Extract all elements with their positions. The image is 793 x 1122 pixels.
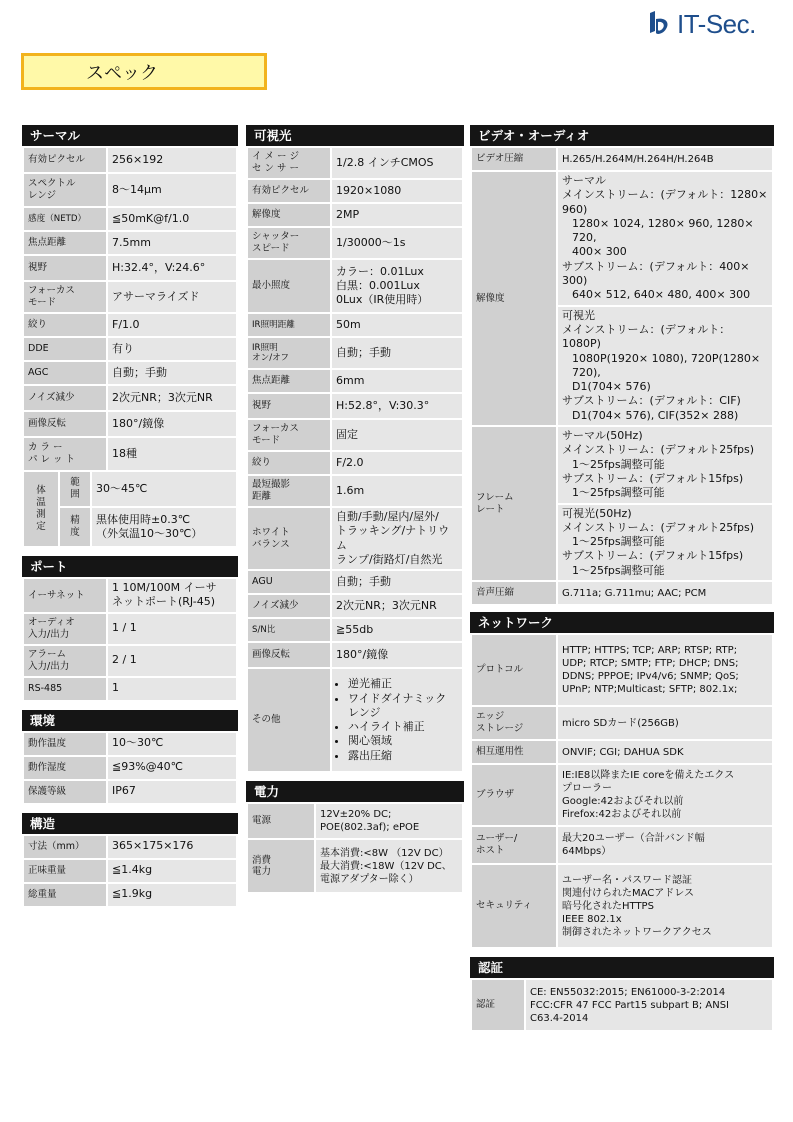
spec-row [23,613,237,645]
spec-row [23,207,237,231]
section-thermal: サーマル [22,125,238,146]
it-sec-logo [644,8,764,40]
spec-row [247,369,463,393]
spec-line: サブストリーム：(デフォルト15fps) [562,471,744,485]
other-feature-item: • 関心領域 [348,734,458,748]
spec-label: 保護等級 [23,780,107,804]
spec-value: 256×192 [107,147,237,173]
spec-line: 1080P(1920× 1080), 720P(1280× 720), [572,351,761,379]
section-port: ポート [22,556,238,577]
spec-row [23,173,237,207]
spec-line: メインストリーム：(デフォルト：1080P) [562,322,731,351]
spec-row [247,179,463,203]
spec-value: 180°/鏡像 [331,642,463,668]
other-table [246,667,464,773]
spec-label: オーディオ 入力/出力 [23,613,107,645]
spec-label: 動作湿度 [23,756,107,780]
audio-compression-label: 音声圧縮 [471,581,557,605]
spec-label: 絞り [23,313,107,337]
spec-value: IE:IE8以降またIE coreを備えたエクス プローラー Google:42およびそれ以前 Firefox:42およびそれ以前 [557,764,773,826]
visible-table [246,146,464,669]
other-label: その他 [247,668,331,772]
audio-compression-value: G.711a; G.711mu; AAC; PCM [557,581,773,605]
spec-value: 最大20ユーザー（合計バンド幅 64Mbps） [557,826,773,864]
spec-label: カ ラ ー パ レ ッ ト [23,437,107,471]
spec-label: 視野 [23,255,107,281]
spec-line: 1〜25fps調整可能 [572,457,665,471]
spec-value: F/2.0 [331,451,463,475]
spec-value: ≦1.4kg [107,859,237,883]
resolution-label: 解像度 [471,171,557,426]
spec-label: DDE [23,337,107,361]
spec-value: ≦50mK@f/1.0 [107,207,237,231]
spec-value: ≧55db [331,618,463,642]
spec-value: 2MP [331,203,463,227]
spec-label: 動作温度 [23,732,107,756]
spec-value: 1920×1080 [331,179,463,203]
spec-label: 最小照度 [247,259,331,313]
spec-row [471,979,773,1031]
structure-table [22,834,238,908]
other-feature-item: • 露出圧縮 [348,749,458,763]
spec-line: サブストリーム：(デフォルト15fps) [562,549,744,563]
spec-value: 1 [107,677,237,701]
spec-label: 有効ピクセル [23,147,107,173]
spec-row [247,839,463,893]
spec-line: メインストリーム：(デフォルト25fps) [562,443,755,457]
video-table [470,146,774,606]
spec-row [23,883,237,907]
spec-value: IP67 [107,780,237,804]
spec-line: メインストリーム：(デフォルト：1280× 960) [562,188,768,216]
spec-line: 1〜25fps調整可能 [572,535,665,549]
spec-line: 1〜25fps調整可能 [572,563,665,577]
spec-value: 12V±20% DC; POE(802.3af); ePOE [315,803,463,839]
spec-label: 寸法（mm） [23,835,107,859]
spec-label: S/N比 [247,618,331,642]
spec-row [247,803,463,839]
spec-line: メインストリーム：(デフォルト25fps) [562,520,755,534]
temp-accuracy-value: 黒体使用時±0.3℃ （外気温10〜30℃） [91,507,237,547]
spec-label: シャッター スピード [247,227,331,259]
spec-row [247,451,463,475]
brand-icon [644,9,674,39]
other-features-list [336,677,458,763]
spec-value: 10〜30℃ [107,732,237,756]
temp-accuracy-label: 精 度 [59,507,91,547]
spec-row [247,618,463,642]
spec-label: 有効ピクセル [247,179,331,203]
spec-value: 1 / 1 [107,613,237,645]
spec-value: アサーマライズド [107,281,237,313]
spec-label: ホワイト バランス [247,507,331,570]
spec-row [471,706,773,740]
spec-value: 有り [107,337,237,361]
other-feature-item: • ハイライト補正 [348,720,458,734]
spec-value: 6mm [331,369,463,393]
spec-label: ノイズ減少 [247,594,331,618]
spec-row [23,677,237,701]
spec-row [247,313,463,337]
temp-range-value: 30〜45℃ [91,471,237,507]
spec-value: 固定 [331,419,463,451]
spec-row [471,864,773,948]
spec-label: イーサネット [23,578,107,613]
spec-row [471,826,773,864]
spec-value: 基本消費:<8W （12V DC） 最大消費:<18W（12V DC、 電源アダプター除く） [315,839,463,893]
spec-label: 焦点距離 [23,231,107,255]
spec-row [23,231,237,255]
spec-label: AGC [23,361,107,385]
spec-row [23,780,237,804]
temp-range-label: 範 囲 [59,471,91,507]
spec-label: 画像反転 [23,411,107,437]
spec-row [247,642,463,668]
spec-line: サーマル [562,174,606,187]
spec-label: 絞り [247,451,331,475]
spec-label: 総重量 [23,883,107,907]
spec-value: H:32.4°，V:24.6° [107,255,237,281]
spec-value: 180°/鏡像 [107,411,237,437]
spec-line: 1〜25fps調整可能 [572,486,665,500]
spec-label: フォーカス モード [23,281,107,313]
resolution-thermal [557,171,773,306]
spec-label: 消費 電力 [247,839,315,893]
spec-label: RS-485 [23,677,107,701]
spec-label: イ メ ー ジ セ ン サ ー [247,147,331,179]
spec-row [23,147,237,173]
spec-row [247,147,463,179]
spec-label: フォーカス モード [247,419,331,451]
spec-row [471,740,773,764]
spec-value: 自動/手動/屋内/屋外/ トラッキング/ナトリウム ランプ/街路灯/自然光 [331,507,463,570]
spec-value: 50m [331,313,463,337]
spec-row [247,475,463,507]
spec-line: 640× 512, 640× 480, 400× 300 [572,288,751,302]
power-table [246,802,464,894]
spec-row [247,507,463,570]
spec-row [247,393,463,419]
spec-label: ユーザー/ ホスト [471,826,557,864]
spec-value: 自動；手動 [331,337,463,369]
spec-value: 1/30000〜1s [331,227,463,259]
spec-label: セキュリティ [471,864,557,948]
spec-value: 1/2.8 インチCMOS [331,147,463,179]
spec-line: D1(704× 576) [572,380,651,394]
section-certification: 認証 [470,957,774,978]
spec-row [471,634,773,706]
spec-value: 365×175×176 [107,835,237,859]
spec-label: 正味重量 [23,859,107,883]
spec-line: 可視光 [562,308,595,322]
temperature-table [22,470,238,548]
spec-row [23,281,237,313]
spec-line: サブストリーム：(デフォルト：400× 300) [562,259,750,288]
thermal-table [22,146,238,472]
spec-row [23,385,237,411]
other-feature-item: • ワイドダイナミック レンジ [348,692,458,721]
section-visible: 可視光 [246,125,464,146]
spec-value: HTTP; HTTPS; TCP; ARP; RTSP; RTP; UDP; RTCP; SMTP; FTP; DHCP; DNS; DDNS; PPPOE; IPv4/v6; SNMP; QoS; UPnP; NTP;Multicast; SFTP; 802.1x; [557,634,773,706]
spec-value: 1 10M/100M イーサ ネットポート(RJ-45) [107,578,237,613]
spec-line: 400× 300 [572,245,627,259]
spec-label: プロトコル [471,634,557,706]
framerate-visible [557,504,773,581]
spec-row [23,361,237,385]
spec-value: 1.6m [331,475,463,507]
spec-value: カラー：0.01Lux 白黒：0.001Lux 0Lux（IR使用時） [331,259,463,313]
network-table [470,633,774,949]
resolution-visible [557,306,773,426]
spec-label: アラーム 入力/出力 [23,645,107,677]
spec-value: 8〜14μm [107,173,237,207]
section-power: 電力 [246,781,464,802]
spec-value: ONVIF; CGI; DAHUA SDK [557,740,773,764]
spec-value: micro SDカード(256GB) [557,706,773,740]
spec-value: CE: EN55032:2015; EN61000-3-2:2014 FCC:CFR 47 FCC Part15 subpart B; ANSI C63.4-2014 [525,979,773,1031]
page-title: スペック [21,53,267,90]
video-compression-label: ビデオ圧縮 [471,147,557,171]
framerate-label: フレーム レート [471,426,557,581]
spec-row [23,437,237,471]
spec-value: ユーザー名・パスワード認証 関連付けられたMACアドレス 暗号化されたHTTPS IEEE 802.1x 制御されたネットワークアクセス [557,864,773,948]
certification-table [470,978,774,1032]
spec-value: 自動；手動 [331,570,463,594]
environment-table [22,731,238,805]
spec-label: 感度（NETD） [23,207,107,231]
spec-label: IR照明 オン/オフ [247,337,331,369]
spec-line: 可視光(50Hz) [562,506,632,520]
spec-label: 解像度 [247,203,331,227]
spec-value: 2 / 1 [107,645,237,677]
spec-row [247,570,463,594]
spec-label: ノイズ減少 [23,385,107,411]
spec-value: 18種 [107,437,237,471]
port-table [22,577,238,702]
spec-label: 画像反転 [247,642,331,668]
spec-line: サブストリーム：(デフォルト：CIF) [562,394,741,408]
spec-row [247,337,463,369]
spec-label: IR照明距離 [247,313,331,337]
temp-group-label: 体 温 測 定 [23,471,59,547]
video-compression-value: H.265/H.264M/H.264H/H.264B [557,147,773,171]
spec-row [23,732,237,756]
spec-row [23,645,237,677]
spec-row [23,313,237,337]
spec-label: 電源 [247,803,315,839]
brand-name: IT-Sec. [677,8,756,39]
spec-value: ≦1.9kg [107,883,237,907]
spec-value: 2次元NR；3次元NR [331,594,463,618]
spec-row [247,227,463,259]
spec-label: 相互運用性 [471,740,557,764]
spec-line: 1280× 1024, 1280× 960, 1280× 720, [572,216,754,245]
spec-line: サーマル(50Hz) [562,429,643,443]
spec-value: 自動；手動 [107,361,237,385]
spec-value: 7.5mm [107,231,237,255]
spec-label: スペクトル レンジ [23,173,107,207]
framerate-thermal [557,426,773,503]
spec-label: AGU [247,570,331,594]
spec-row [23,255,237,281]
spec-row [23,337,237,361]
spec-row [23,756,237,780]
spec-label: 視野 [247,393,331,419]
spec-row [471,764,773,826]
spec-value: F/1.0 [107,313,237,337]
spec-row [23,835,237,859]
other-feature-item: • 逆光補正 [348,677,458,691]
spec-value: 2次元NR；3次元NR [107,385,237,411]
spec-row [247,419,463,451]
spec-row [247,203,463,227]
spec-row [23,859,237,883]
section-structure: 構造 [22,813,238,834]
spec-row [247,259,463,313]
spec-value: H:52.8°，V:30.3° [331,393,463,419]
section-video-audio: ビデオ・オーディオ [470,125,774,146]
spec-row [23,578,237,613]
spec-line: D1(704× 576), CIF(352× 288) [572,408,739,422]
spec-label: ブラウザ [471,764,557,826]
spec-label: 焦点距離 [247,369,331,393]
spec-value: ≦93%@40℃ [107,756,237,780]
spec-label: 最短撮影 距離 [247,475,331,507]
section-network: ネットワーク [470,612,774,633]
spec-row [247,594,463,618]
spec-label: 認証 [471,979,525,1031]
section-environment: 環境 [22,710,238,731]
spec-row [23,411,237,437]
spec-label: エッジ ストレージ [471,706,557,740]
